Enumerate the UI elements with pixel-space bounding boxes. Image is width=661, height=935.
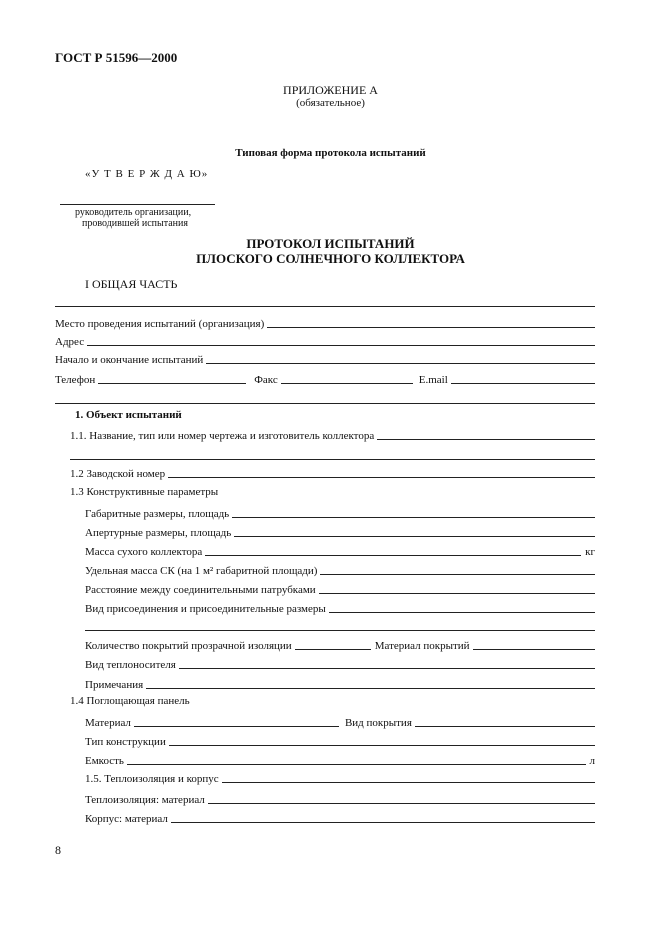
name-field[interactable] xyxy=(377,439,595,440)
approve-caption-1: руководитель организации, xyxy=(75,207,192,218)
capacity-row xyxy=(85,753,595,767)
overall-row xyxy=(85,506,595,520)
capacity-field[interactable] xyxy=(127,764,586,765)
notes-row xyxy=(85,677,595,691)
overall-field[interactable] xyxy=(232,517,595,518)
design-heading: 1.3 Конструктивные параметры xyxy=(70,486,219,498)
cover-count-label: Количество покрытий прозрачной изоляции xyxy=(85,640,292,652)
case-material-row xyxy=(85,811,595,825)
overall-label: Габаритные размеры, площадь xyxy=(85,508,230,520)
specific-mass-row xyxy=(85,563,595,577)
specific-mass-label: Удельная масса СК (на 1 м² габаритной площади) xyxy=(85,565,318,577)
insulation-material-label: Теплоизоляция: материал xyxy=(85,794,205,806)
standard-number: ГОСТ Р 51596—2000 xyxy=(55,50,178,65)
email-label: E.mail xyxy=(418,374,448,386)
insulation-case-field[interactable] xyxy=(222,782,595,783)
connection-label: Вид присоединения и присоединительные размеры xyxy=(85,603,326,615)
cover-material-label: Материал покрытий xyxy=(374,640,470,652)
notes-label: Примечания xyxy=(85,679,144,691)
dry-mass-field[interactable] xyxy=(205,555,581,556)
aperture-row xyxy=(85,525,595,539)
object-heading: 1. Объект испытаний xyxy=(75,409,182,421)
signature-line xyxy=(60,204,215,205)
fax-field[interactable] xyxy=(281,383,413,384)
aperture-label: Апертурные размеры, площадь xyxy=(85,527,232,539)
serial-row xyxy=(70,466,595,480)
connection-field[interactable] xyxy=(329,612,595,613)
place-label: Место проведения испытаний (организация) xyxy=(55,318,265,330)
name-row xyxy=(70,428,595,442)
coating-label: Вид покрытия xyxy=(344,717,412,729)
connection-row xyxy=(85,601,595,615)
insulation-case-label: 1.5. Теплоизоляция и корпус xyxy=(85,773,219,785)
protocol-title-1: ПРОТОКОЛ ИСПЫТАНИЙ xyxy=(246,236,415,251)
case-material-field[interactable] xyxy=(171,822,595,823)
pipe-distance-field[interactable] xyxy=(319,593,595,594)
dates-row xyxy=(55,352,595,366)
appendix-title: ПРИЛОЖЕНИЕ А xyxy=(283,83,378,97)
pipe-distance-row xyxy=(85,582,595,596)
capacity-unit: л xyxy=(589,755,595,767)
connection-extra-line xyxy=(85,630,595,631)
email-field[interactable] xyxy=(451,383,595,384)
cover-count-field[interactable] xyxy=(295,649,371,650)
coolant-row xyxy=(85,657,595,671)
name-extra-line xyxy=(70,459,595,460)
address-field[interactable] xyxy=(87,345,595,346)
appendix-status: (обязательное) xyxy=(296,97,365,109)
divider-top xyxy=(55,306,595,307)
place-field[interactable] xyxy=(267,327,595,328)
notes-field[interactable] xyxy=(146,688,595,689)
dates-field[interactable] xyxy=(206,363,595,364)
contacts-row xyxy=(55,372,595,386)
address-label: Адрес xyxy=(55,336,85,348)
construction-type-field[interactable] xyxy=(169,745,595,746)
protocol-title-2: ПЛОСКОГО СОЛНЕЧНОГО КОЛЛЕКТОРА xyxy=(196,251,465,266)
dry-mass-unit: кг xyxy=(585,546,595,558)
divider-middle xyxy=(55,403,595,404)
absorber-heading: 1.4 Поглощающая панель xyxy=(70,695,190,707)
form-title: Типовая форма протокола испытаний xyxy=(235,147,426,159)
construction-type-row xyxy=(85,734,595,748)
serial-field[interactable] xyxy=(168,477,595,478)
material-field[interactable] xyxy=(134,726,339,727)
absorber-material-row xyxy=(85,715,595,729)
general-heading: I ОБЩАЯ ЧАСТЬ xyxy=(85,277,178,291)
construction-type-label: Тип конструкции xyxy=(85,736,166,748)
phone-field[interactable] xyxy=(98,383,246,384)
dry-mass-row xyxy=(85,544,595,558)
dry-mass-label: Масса сухого коллектора xyxy=(85,546,203,558)
name-label: 1.1. Название, тип или номер чертежа и изготовитель коллектора xyxy=(70,430,375,442)
cover-material-field[interactable] xyxy=(473,649,595,650)
aperture-field[interactable] xyxy=(234,536,595,537)
page-number: 8 xyxy=(55,843,61,857)
coating-field[interactable] xyxy=(415,726,595,727)
coolant-field[interactable] xyxy=(179,668,595,669)
material-label: Материал xyxy=(85,717,131,729)
address-row xyxy=(55,334,595,348)
phone-label: Телефон xyxy=(55,374,96,386)
coolant-label: Вид теплоносителя xyxy=(85,659,176,671)
insulation-material-row xyxy=(85,792,595,806)
place-row xyxy=(55,316,595,330)
insulation-case-row xyxy=(85,771,595,785)
case-material-label: Корпус: материал xyxy=(85,813,168,825)
specific-mass-field[interactable] xyxy=(320,574,595,575)
capacity-label: Емкость xyxy=(85,755,124,767)
serial-label: 1.2 Заводской номер xyxy=(70,468,166,480)
approve-caption-2: проводившей испытания xyxy=(82,218,188,229)
fax-label: Факс xyxy=(254,374,278,386)
approve-word: «У Т В Е Р Ж Д А Ю» xyxy=(85,168,209,180)
cover-row xyxy=(85,638,595,652)
insulation-material-field[interactable] xyxy=(208,803,595,804)
pipe-distance-label: Расстояние между соединительными патрубками xyxy=(85,584,316,596)
dates-label: Начало и окончание испытаний xyxy=(55,354,204,366)
